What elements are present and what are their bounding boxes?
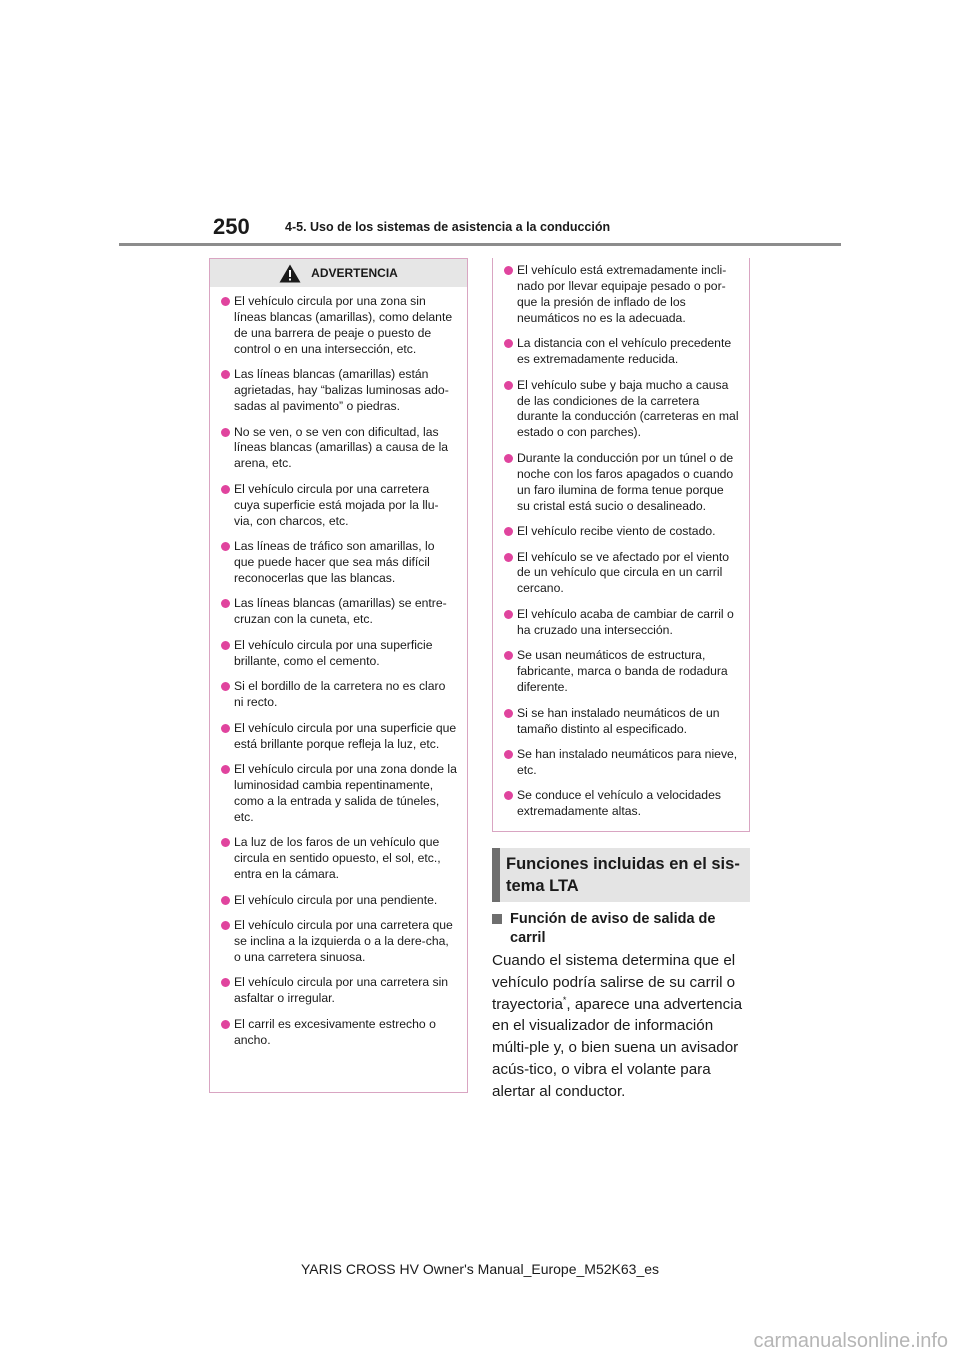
- warning-item: [221, 425, 457, 473]
- footnote-marker: *: [562, 994, 567, 1005]
- bullet-dot-icon: [504, 339, 513, 348]
- warning-item: [221, 482, 457, 530]
- warning-header: [210, 259, 467, 287]
- bullet-dot-icon: [221, 896, 230, 905]
- warning-item-text: El vehículo se ve afectado por el viento de un vehículo que circula en un carril cercano.: [517, 549, 730, 596]
- bullet-dot-icon: [221, 921, 230, 930]
- subsection-body: [492, 950, 754, 1103]
- warning-item-text: No se ven, o se ven con dificultad, las líneas blancas (amarillas) a causa de la arena, etc.: [234, 424, 449, 471]
- bullet-dot-icon: [504, 454, 513, 463]
- warning-list-right: [493, 258, 749, 820]
- warning-item: [504, 336, 739, 368]
- watermark: carmanualsonline.info: [753, 1330, 948, 1352]
- bullet-dot-icon: [504, 791, 513, 800]
- warning-item: [221, 835, 457, 883]
- warning-item: [504, 263, 739, 327]
- warning-item: [221, 762, 457, 826]
- bullet-dot-icon: [504, 381, 513, 390]
- warning-item-text: El carril es excesivamente estrecho o ancho.: [234, 1016, 436, 1047]
- section-banner-bar: [492, 848, 500, 902]
- page-number: 250: [213, 214, 250, 239]
- warning-item-text: Si se han instalado neumáticos de un tamaño distinto al especificado.: [517, 705, 720, 736]
- warning-item: [504, 788, 739, 820]
- warning-item-text: El vehículo sube y baja mucho a causa de las condiciones de la carretera durante la conducción (carreteras en mal estado o con parches).: [517, 377, 739, 440]
- warning-title: ADVERTENCIA: [311, 266, 398, 280]
- warning-item: [221, 596, 457, 628]
- warning-item-text: Se usan neumáticos de estructura, fabricante, marca o banda de rodadura diferente.: [517, 648, 728, 695]
- warning-item: [221, 918, 457, 966]
- warning-item-text: Las líneas de tráfico son amarillas, lo que puede hacer que sea más difícil reconocerlas que las blancas.: [234, 539, 435, 585]
- warning-item-text: La distancia con el vehículo precedente es extremadamente reducida.: [517, 336, 732, 367]
- warning-item: [504, 524, 739, 540]
- warning-item: [504, 706, 739, 738]
- bullet-dot-icon: [221, 978, 230, 987]
- warning-item: [221, 294, 457, 358]
- section-banner-title: Funciones incluidas en el sis-tema LTA: [506, 855, 740, 895]
- bullet-dot-icon: [504, 610, 513, 619]
- warning-box-left: [209, 258, 468, 1093]
- warning-item: [504, 378, 739, 442]
- body-text-part1: Cuando el sistema determina que el vehículo podría salirse de su carril o trayectoria: [492, 952, 736, 1013]
- page-footer: YARIS CROSS HV Owner's Manual_Europe_M52K63_es: [300, 1261, 660, 1277]
- bullet-dot-icon: [221, 838, 230, 847]
- warning-item-text: El vehículo circula por una carretera sin asfaltar o irregular.: [234, 975, 449, 1006]
- warning-item-text: El vehículo recibe viento de costado.: [517, 524, 716, 539]
- warning-item-text: El vehículo circula por una zona sin líneas blancas (amarillas), como delante de una barrera de peaje o puesto de control o en una intersección, etc.: [234, 294, 453, 356]
- section-header: 4-5. Uso de los sistemas de asistencia a la conducción: [285, 220, 611, 234]
- bullet-dot-icon: [221, 1020, 230, 1029]
- subsection-heading: [492, 910, 752, 948]
- warning-item: [221, 893, 457, 909]
- bullet-dot-icon: [221, 485, 230, 494]
- bullet-dot-icon: [504, 553, 513, 562]
- warning-item-text: Las líneas blancas (amarillas) se entre-cruzan con la cuneta, etc.: [234, 596, 447, 627]
- warning-item-text: Se conduce el vehículo a velocidades extremadamente altas.: [517, 788, 721, 819]
- warning-item-text: El vehículo circula por una carretera cuya superficie está mojada por la llu-via, con charcos, etc.: [234, 481, 439, 528]
- warning-item: [221, 975, 457, 1007]
- warning-item-text: El vehículo circula por una zona donde la luminosidad cambia repentinamente, como a la entrada y salida de túneles, etc.: [234, 762, 457, 824]
- warning-list-left: [210, 287, 467, 1049]
- bullet-dot-icon: [504, 709, 513, 718]
- warning-item-text: El vehículo circula por una superficie que está brillante porque refleja la luz, etc.: [234, 720, 457, 751]
- warning-item-text: El vehículo acaba de cambiar de carril o ha cruzado una intersección.: [517, 606, 734, 637]
- warning-item: [221, 638, 457, 670]
- bullet-dot-icon: [221, 724, 230, 733]
- warning-item-text: El vehículo circula por una carretera que se inclina a la izquierda o a la dere-cha, o una carretera sinuosa.: [234, 918, 453, 964]
- bullet-dot-icon: [221, 599, 230, 608]
- bullet-dot-icon: [221, 641, 230, 650]
- warning-item: [504, 648, 739, 696]
- square-bullet-icon: [492, 914, 502, 924]
- warning-item-text: El vehículo circula por una superficie brillante, como el cemento.: [234, 637, 433, 668]
- warning-item: [221, 679, 457, 711]
- warning-item-text: Durante la conducción por un túnel o de noche con los faros apagados o cuando un faro ilumina de forma tenue porque su cristal está sucio o desalineado.: [517, 450, 734, 513]
- warning-item: [221, 367, 457, 415]
- warning-item: [504, 607, 739, 639]
- warning-item: [221, 539, 457, 587]
- warning-item-text: La luz de los faros de un vehículo que circula en sentido opuesto, el sol, etc., entra en la cámara.: [234, 835, 441, 882]
- warning-item-text: El vehículo circula por una pendiente.: [234, 892, 438, 907]
- warning-item-text: Si el bordillo de la carretera no es claro ni recto.: [234, 679, 446, 710]
- bullet-dot-icon: [504, 266, 513, 275]
- warning-item-text: Se han instalado neumáticos para nieve, etc.: [517, 747, 738, 777]
- bullet-dot-icon: [221, 682, 230, 691]
- bullet-dot-icon: [221, 370, 230, 379]
- bullet-dot-icon: [221, 297, 230, 306]
- bullet-dot-icon: [504, 750, 513, 759]
- body-text-part2: , aparece una advertencia en el visualizador de información múlti-ple y, o bien suena un avisador acús-tico, o vibra el volante para alertar al conductor.: [492, 995, 743, 1100]
- bullet-dot-icon: [221, 765, 230, 774]
- bullet-dot-icon: [504, 527, 513, 536]
- bullet-dot-icon: [221, 542, 230, 551]
- header-rule: [119, 243, 841, 246]
- section-banner: [492, 848, 750, 902]
- bullet-dot-icon: [221, 428, 230, 437]
- warning-item: [221, 1017, 457, 1049]
- warning-item: [504, 451, 739, 515]
- warning-item-text: Las líneas blancas (amarillas) están agrietadas, hay “balizas luminosas ado-sadas al pavimento” o piedras.: [234, 367, 449, 414]
- warning-item: [221, 721, 457, 753]
- warning-item-text: El vehículo está extremadamente incli-nado por llevar equipaje pesado o por-que la presión de inflado de los neumáticos no es la adecuada.: [517, 263, 727, 325]
- bullet-dot-icon: [504, 651, 513, 660]
- warning-item: [504, 747, 739, 779]
- warning-triangle-icon: [279, 264, 301, 283]
- warning-item: [504, 550, 739, 598]
- warning-box-right: [492, 258, 750, 832]
- subsection-title: Función de aviso de salida de carril: [510, 911, 716, 946]
